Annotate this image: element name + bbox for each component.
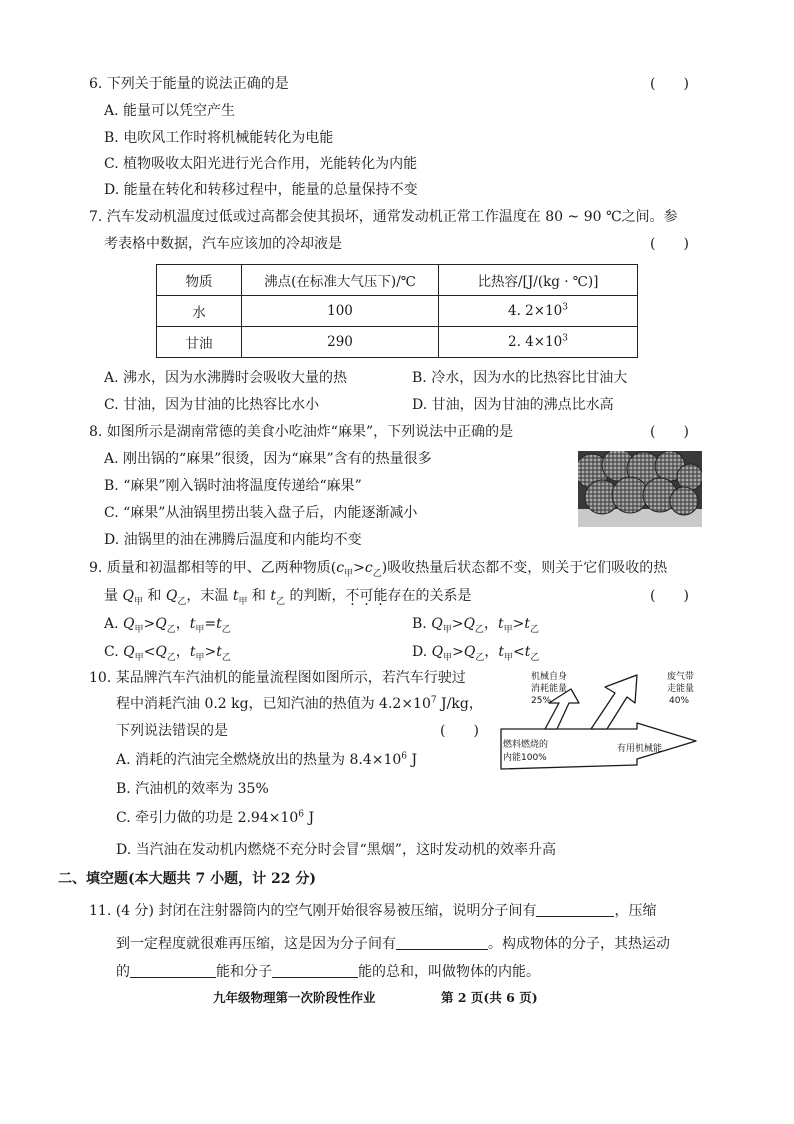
q7-property-table (156, 264, 638, 358)
q8-option-c: C. “麻果”从油锅里捞出装入盘子后，内能逐渐减小 (104, 505, 418, 521)
exhaust-pct: 40% (669, 696, 690, 706)
mech-loss-pct: 25% (531, 696, 552, 706)
exhaust-label-1: 废气带 (667, 672, 695, 682)
table-cell-boiling-point: 100 (242, 296, 439, 327)
q6-option-b: B. 电吹风工作时将机械能转化为电能 (104, 130, 334, 146)
q9-option-b: B. $Q_甲>Q_乙$，$t_甲>t_乙$ (412, 616, 539, 635)
q7-stem-line2: 考表格中数据，汽车应该加的冷却液是 (104, 236, 342, 252)
q7-option-c: C. 甘油，因为甘油的比热容比水小 (104, 397, 320, 413)
answer-blank[interactable] (536, 902, 614, 917)
q10-line3: 下列说法错误的是 (116, 723, 228, 739)
table-cell-specific-heat: 4. $2\times 10^3$ (439, 296, 638, 327)
q11-line1: 11. (4 分) 封闭在注射器筒内的空气刚开始很容易被压缩，说明分子间有 ，压缩 (89, 903, 657, 919)
footer-page-number: 第 2 页(共 6 页) (441, 990, 538, 1005)
q8-answer-paren: ( ) (650, 424, 689, 440)
q10-option-b: B. 汽油机的效率为 35% (116, 781, 269, 797)
q11-line2: 到一定程度就很难再压缩，这是因为分子间有 。构成物体的分子，其热运动 (116, 936, 670, 952)
fuel-energy-label-2: 内能100% (503, 753, 547, 763)
answer-blank[interactable] (396, 935, 488, 950)
mech-loss-arrow (545, 689, 579, 729)
q6-answer-paren: ( ) (650, 76, 689, 92)
footer-title: 九年级物理第一次阶段性作业 (213, 990, 376, 1005)
table-header-cell: 物质 (157, 265, 242, 296)
q10-option-c: C. 牵引力做的功是 $2.94\times 10^6$ J (116, 809, 315, 826)
useful-energy-label: 有用机械能 (617, 744, 663, 754)
answer-blank[interactable] (130, 963, 216, 978)
q6-option-d: D. 能量在转化和转移过程中，能量的总量保持不变 (104, 182, 418, 198)
fuel-energy-label-1: 燃料燃烧的 (503, 740, 549, 750)
q8-option-b: B. “麻果”刚入锅时油将温度传递给“麻果” (104, 478, 362, 494)
q10-option-a: A. 消耗的汽油完全燃烧放出的热量为 $8.4\times 10^6$ J (116, 751, 418, 768)
exhaust-loss-arrow (591, 675, 637, 729)
q9-option-c: C. $Q_甲<Q_乙$，$t_甲>t_乙$ (104, 644, 231, 663)
table-cell-specific-heat: 2. $4\times 10^3$ (439, 327, 638, 358)
q7-stem-line1: 7. 汽车发动机温度过低或过高都会使其损坏，通常发动机正常工作温度在 80 ~ 90 ℃之间。参 (89, 209, 678, 225)
q9-option-d: D. $Q_甲>Q_乙$，$t_甲<t_乙$ (412, 644, 540, 663)
table-header-row (157, 265, 638, 296)
mech-loss-label-1: 机械自身 (531, 672, 568, 682)
q10-answer-paren: ( ) (440, 723, 479, 739)
exhaust-label-2: 走能量 (667, 684, 695, 694)
energy-flow-diagram (495, 667, 703, 775)
table-row (157, 327, 638, 358)
emphasis-char: 能 (373, 588, 388, 604)
q6-stem: 6. 下列关于能量的说法正确的是 (89, 76, 289, 92)
q9-answer-paren: ( ) (650, 588, 689, 604)
emphasis-char: 可 (359, 588, 374, 604)
q8-stem: 8. 如图所示是湖南常德的美食小吃油炸“麻果”，下列说法中正确的是 (89, 424, 514, 440)
q10-option-d: D. 当汽油在发动机内燃烧不充分时会冒“黑烟”，这时发动机的效率升高 (116, 842, 556, 858)
table-cell-substance: 水 (157, 296, 242, 327)
q6-option-a: A. 能量可以凭空产生 (104, 103, 236, 119)
table-cell-substance: 甘油 (157, 327, 242, 358)
q7-answer-paren: ( ) (650, 236, 689, 252)
q9-option-a: A. $Q_甲>Q_乙$，$t_甲=t_乙$ (104, 616, 231, 635)
q7-option-a: A. 沸水，因为水沸腾时会吸收大量的热 (104, 370, 348, 386)
mahua-balls-photo (578, 451, 702, 527)
q9-line1: 9. 质量和初温都相等的甲、乙两种物质$(c_甲>c_乙)$吸收热量后状态都不变，则关于它们吸收的热 (89, 560, 668, 579)
q8-option-a: A. 刚出锅的“麻果”很烫，因为“麻果”含有的热量很多 (104, 451, 432, 467)
table-row (157, 296, 638, 327)
answer-blank[interactable] (272, 963, 358, 978)
q11-line3: 的 能和分子 能的总和，叫做物体的内能。 (116, 964, 540, 980)
table-header-cell: 沸点(在标准大气压下)/℃ (242, 265, 439, 296)
q6-option-c: C. 植物吸收太阳光进行光合作用，光能转化为内能 (104, 156, 418, 172)
table-header-cell: 比热容/[J/(kg · ℃)] (439, 265, 638, 296)
q7-option-d: D. 甘油，因为甘油的沸点比水高 (412, 397, 614, 413)
q10-line2: 程中消耗汽油 0.2 kg，已知汽油的热值为 $4.2\times 10^7$ J/kg， (116, 695, 483, 712)
mech-loss-label-2: 消耗能量 (531, 684, 568, 694)
q7-option-b: B. 冷水，因为水的比热容比甘油大 (412, 370, 628, 386)
emphasis-char: 不 (345, 588, 360, 604)
q9-line2: 量 $Q_甲$ 和 $Q_乙$，末温 $t_甲$ 和 $t_乙$ 的判断，不可能存在的关系是 (104, 588, 472, 607)
section2-title: 二、填空题(本大题共 7 小题，计 22 分) (58, 871, 316, 887)
q8-option-d: D. 油锅里的油在沸腾后温度和内能均不变 (104, 532, 362, 548)
table-cell-boiling-point: 290 (242, 327, 439, 358)
q10-line1: 10. 某品牌汽车汽油机的能量流程图如图所示，若汽车行驶过 (89, 670, 466, 686)
